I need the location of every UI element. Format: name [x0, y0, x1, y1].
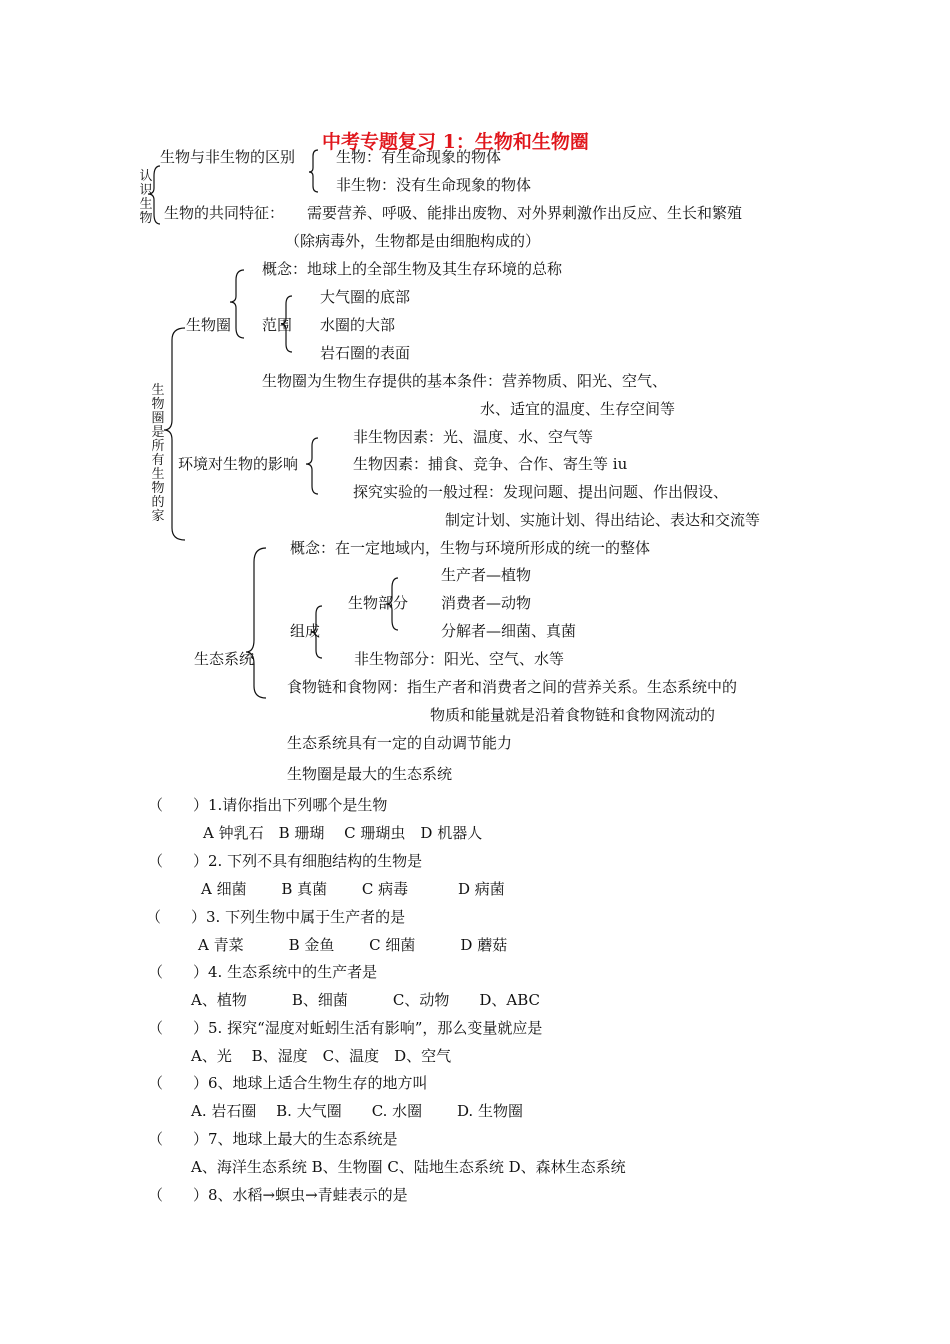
bracket-eco: [246, 548, 266, 698]
range-label: 范围: [262, 316, 293, 334]
bio-part-item: 消费者—动物: [441, 594, 532, 612]
composition-label: 组成: [290, 622, 321, 640]
question-options: A、海洋生态系统 B、生物圈 C、陆地生态系统 D、森林生态系统: [191, 1158, 626, 1176]
conditions-line-2: 水、适宜的温度、生存空间等: [480, 400, 676, 418]
question-options: A、光 B、湿度 C、温度 D、空气: [191, 1047, 452, 1065]
question-text: （ ）6、地球上适合生物生存的地方叫: [148, 1074, 428, 1092]
biotic-factors: 生物因素：捕食、竞争、合作、寄生等 iu: [353, 455, 628, 473]
page-title: 中考专题复习 1：生物和生物圈: [322, 131, 589, 153]
env-label: 环境对生物的影响: [178, 455, 299, 473]
nonbio-part: 非生物部分：阳光、空气、水等: [354, 650, 565, 668]
side-label-recognize: 认识生物: [139, 169, 153, 226]
eco-concept: 概念：在一定地域内，生物与环境所形成的统一的整体: [290, 539, 651, 557]
range-item: 岩石圈的表面: [320, 344, 411, 362]
eco-label: 生态系统: [194, 650, 255, 668]
bracket-diff: [309, 150, 318, 192]
bracket-biosphere: [230, 270, 244, 338]
question-text: （ ）8、水稻→螟虫→青蛙表示的是: [148, 1186, 408, 1204]
common-label: 生物的共同特征：: [164, 204, 285, 222]
diff-label: 生物与非生物的区别: [160, 148, 296, 166]
food-chain-line-2: 物质和能量就是沿着食物链和食物网流动的: [430, 706, 716, 724]
self-regulation: 生态系统具有一定的自动调节能力: [287, 734, 513, 752]
largest-ecosystem: 生物圈是最大的生态系统: [287, 765, 453, 783]
question-options: A 青菜 B 金鱼 C 细菌 D 蘑菇: [198, 936, 508, 954]
range-item: 大气圈的底部: [320, 288, 411, 306]
food-chain-line-1: 食物链和食物网：指生产者和消费者之间的营养关系。生态系统中的: [287, 678, 738, 696]
bracket-env: [306, 438, 318, 494]
question-options: A 钟乳石 B 珊瑚 C 珊瑚虫 D 机器人: [203, 824, 483, 842]
bio-part-label: 生物部分: [348, 594, 409, 612]
living-def: 生物：有生命现象的物体: [336, 148, 502, 166]
question-text: （ ）5. 探究“湿度对蚯蚓生活有影响”，那么变量就应是: [148, 1019, 543, 1037]
inquiry-line-2: 制定计划、实施计划、得出结论、表达和交流等: [445, 511, 761, 529]
bio-part-item: 分解者—细菌、真菌: [441, 622, 577, 640]
question-text: （ ）1.请你指出下列哪个是生物: [148, 796, 388, 814]
question-options: A. 岩石圈 B. 大气圈 C. 水圈 D. 生物圈: [191, 1102, 523, 1120]
bracket-home: [164, 328, 185, 540]
common-note: （除病毒外，生物都是由细胞构成的）: [285, 232, 541, 250]
bio-part-item: 生产者—植物: [441, 566, 532, 584]
side-label-home: 生物圈是所有生物的家: [151, 383, 165, 524]
biosphere-label: 生物圈: [186, 316, 232, 334]
inquiry-line-1: 探究实验的一般过程：发现问题、提出问题、作出假设、: [353, 483, 729, 501]
question-options: A 细菌 B 真菌 C 病毒 D 病菌: [201, 880, 505, 898]
abiotic-factors: 非生物因素：光、温度、水、空气等: [353, 428, 594, 446]
question-text: （ ）2. 下列不具有细胞结构的生物是: [148, 852, 423, 870]
biosphere-concept: 概念：地球上的全部生物及其生存环境的总称: [262, 260, 563, 278]
question-text: （ ）3. 下列生物中属于生产者的是: [146, 908, 406, 926]
question-text: （ ）7、地球上最大的生态系统是: [148, 1130, 398, 1148]
question-text: （ ）4. 生态系统中的生产者是: [148, 963, 378, 981]
conditions-line-1: 生物圈为生物生存提供的基本条件：营养物质、阳光、空气、: [262, 372, 668, 390]
question-options: A、植物 B、细菌 C、动物 D、ABC: [191, 991, 540, 1009]
common-text: 需要营养、呼吸、能排出废物、对外界刺激作出反应、生长和繁殖: [307, 204, 743, 222]
range-item: 水圈的大部: [320, 316, 396, 334]
nonliving-def: 非生物：没有生命现象的物体: [336, 176, 532, 194]
